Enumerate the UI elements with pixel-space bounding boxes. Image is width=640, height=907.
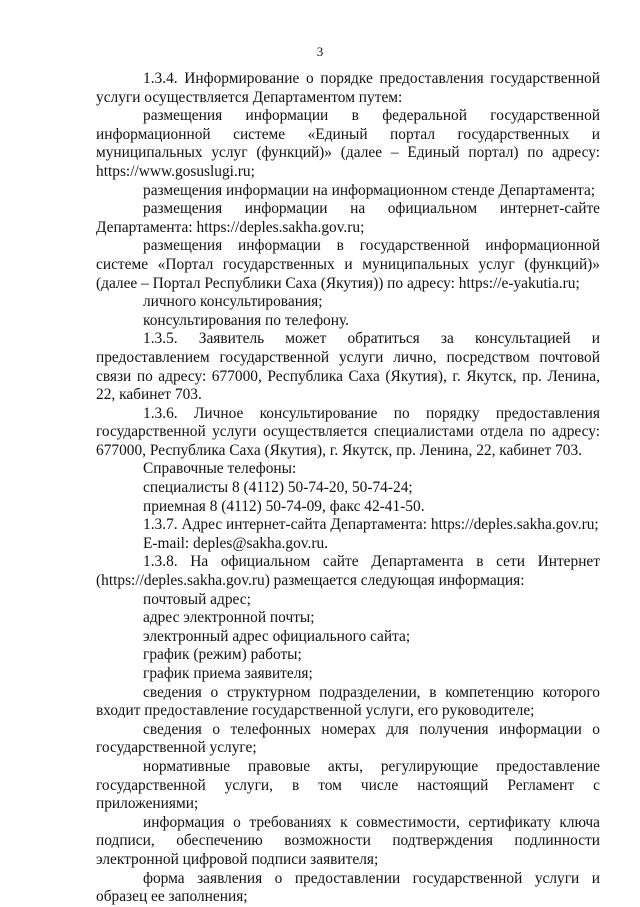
- list-item-site-address: электронный адрес официального сайта;: [143, 627, 411, 645]
- list-item-application-form: форма заявления о предоставлении государственной услуги и образец ее заполнения;: [96, 869, 600, 906]
- paragraph-1-3-8: 1.3.8. На официальном сайте Департамента в сети Интернет (https://deples.sakha.gov.ru) размещается следующая информация:: [96, 553, 600, 590]
- list-item-info-stand: размещения информации на информационном стенде Департамента;: [143, 181, 596, 199]
- list-item-compatibility: информация о требованиях к совместимости, сертификату ключа подписи, обеспечению возможности подтверждения подлинности электронной цифровой подписи заявителя;: [96, 813, 600, 868]
- list-item-personal-consulting: личного консультирования;: [143, 293, 323, 311]
- list-item-official-site: размещения информации на официальном интернет-сайте Департамента: https://deples.sakha.gov.ru;: [96, 200, 600, 236]
- reference-phones-heading: Справочные телефоны:: [143, 460, 297, 478]
- reception-phone-fax: приемная 8 (4112) 50-74-09, факс 42-41-50.: [143, 497, 425, 515]
- list-item-postal-address: почтовый адрес;: [143, 590, 251, 608]
- list-item-work-schedule: график (режим) работы;: [143, 646, 302, 664]
- email-address: E-mail: deples@sakha.gov.ru.: [143, 534, 328, 552]
- list-item-regional-portal: размещения информации в государственной информационной системе «Портал государственных и муниципальных услуг (функций)» (далее – Портал Республики Саха (Якутия)) по адресу: https://e-yakutia.ru;: [96, 237, 600, 292]
- document-body: [96, 70, 600, 907]
- specialists-phones: специалисты 8 (4112) 50-74-20, 50-74-24;: [143, 479, 413, 497]
- list-item-reception-schedule: график приема заявителя;: [143, 665, 313, 682]
- paragraph-1-3-6: 1.3.6. Личное консультирование по порядку предоставления государственной услуги осуществляется специалистами отдела по адресу: 677000, Республика Саха (Якутия), г. Якутск, пр. Ленина, 22, кабинет 703.: [96, 404, 600, 459]
- paragraph-1-3-4: 1.3.4. Информирование о порядке предоставления государственной услуги осуществляется Департаментом путем:: [96, 70, 600, 106]
- paragraph-1-3-7: 1.3.7. Адрес интернет-сайта Департамента: https://deples.sakha.gov.ru;: [143, 516, 599, 534]
- list-item-legal-acts: нормативные правовые акты, регулирующие предоставление государственной услуги, в том числе настоящий Регламент с приложениями;: [96, 757, 600, 813]
- paragraph-1-3-5: 1.3.5. Заявитель может обратиться за консультацией и предоставлением государственной услуги лично, посредством почтовой связи по адресу: 677000, Республика Саха (Якутия), г. Якутск, пр. Ленина, 22, кабинет 703.: [96, 330, 600, 404]
- list-item-phone-numbers: сведения о телефонных номерах для получения информации о государственной услуге;: [96, 720, 600, 757]
- list-item-structural-unit: сведения о структурном подразделении, в компетенцию которого входит предоставление государственной услуги, его руководителе;: [96, 683, 600, 720]
- list-item-email-address: адрес электронной почты;: [143, 609, 315, 627]
- page-number: 3: [316, 44, 324, 59]
- list-item-federal-portal: размещения информации в федеральной государственной информационной системе «Единый портал государственных и муниципальных услуг (функций)» (далее – Единый портал) по адресу: https://www.gosuslugi.ru;: [96, 107, 600, 180]
- list-item-phone-consulting: консультирования по телефону.: [143, 311, 349, 329]
